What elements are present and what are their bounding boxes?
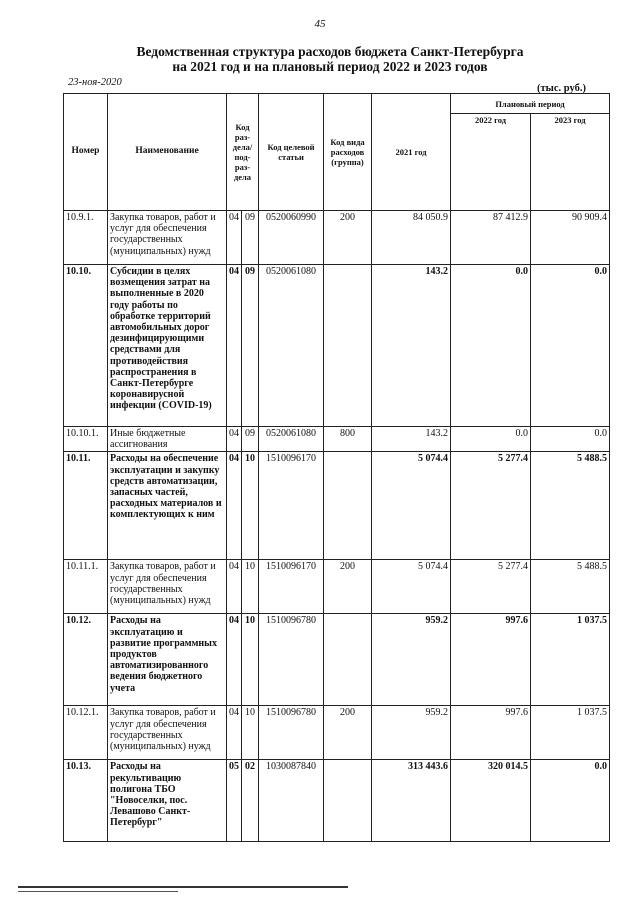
row-number: 10.11.1. — [64, 560, 108, 614]
budget-table — [63, 93, 610, 842]
row-value-2023: 0.0 — [531, 265, 610, 427]
row-number: 10.13. — [64, 760, 108, 842]
row-section: 04 — [227, 706, 242, 760]
row-expense-type: 800 — [324, 427, 372, 452]
row-expense-type: 200 — [324, 211, 372, 265]
row-value-2022: 320 014.5 — [451, 760, 531, 842]
row-name: Расходы на обеспечение эксплуатации и закупку средств автоматизации, запасных частей, расходных материалов и комплектующих к ним — [108, 452, 227, 560]
row-section: 04 — [227, 211, 242, 265]
row-expense-type — [324, 760, 372, 842]
row-subsection: 02 — [242, 760, 259, 842]
table-row — [64, 427, 610, 452]
row-name: Закупка товаров, работ и услуг для обеспечения государственных (муниципальных) нужд — [108, 560, 227, 614]
title-line-2: на 2021 год и на плановый период 2022 и 2023 годов — [172, 59, 488, 74]
row-value-2021: 313 443.6 — [372, 760, 451, 842]
row-value-2022: 997.6 — [451, 706, 531, 760]
table-row — [64, 265, 610, 427]
row-number: 10.12. — [64, 614, 108, 706]
row-section: 04 — [227, 427, 242, 452]
row-value-2021: 5 074.4 — [372, 452, 451, 560]
row-value-2023: 5 488.5 — [531, 452, 610, 560]
row-section: 05 — [227, 760, 242, 842]
document-date: 23-ноя-2020 — [68, 77, 122, 88]
footer-line — [18, 886, 348, 888]
row-name: Закупка товаров, работ и услуг для обеспечения государственных (муниципальных) нужд — [108, 706, 227, 760]
row-value-2023: 0.0 — [531, 427, 610, 452]
row-value-2022: 0.0 — [451, 427, 531, 452]
row-section: 04 — [227, 560, 242, 614]
header-number: Номер — [64, 94, 108, 211]
row-value-2022: 87 412.9 — [451, 211, 531, 265]
row-name: Закупка товаров, работ и услуг для обеспечения государственных (муниципальных) нужд — [108, 211, 227, 265]
row-section: 04 — [227, 614, 242, 706]
header-2021: 2021 год — [372, 94, 451, 211]
row-value-2021: 84 050.9 — [372, 211, 451, 265]
row-number: 10.10.1. — [64, 427, 108, 452]
header-2022: 2022 год — [451, 114, 531, 211]
row-section: 04 — [227, 452, 242, 560]
row-value-2021: 959.2 — [372, 614, 451, 706]
table-row — [64, 760, 610, 842]
row-subsection: 09 — [242, 211, 259, 265]
row-subsection: 09 — [242, 265, 259, 427]
row-target-code: 0520061080 — [259, 427, 324, 452]
row-name: Иные бюджетные ассигнования — [108, 427, 227, 452]
row-value-2023: 1 037.5 — [531, 614, 610, 706]
row-expense-type — [324, 452, 372, 560]
row-number: 10.11. — [64, 452, 108, 560]
table-row — [64, 614, 610, 706]
table-row — [64, 560, 610, 614]
row-name: Расходы на эксплуатацию и развитие программных продуктов автоматизированного ведения бюджетного учета — [108, 614, 227, 706]
row-expense-type — [324, 265, 372, 427]
row-section: 04 — [227, 265, 242, 427]
row-name: Субсидии в целях возмещения затрат на выполненные в 2020 году работы по обработке территорий автомобильных дорог дезинфицирующими средствами для противодействия распространения в Санкт-Петербурге коронавирусной инфекции (COVID-19) — [108, 265, 227, 427]
row-target-code: 0520060990 — [259, 211, 324, 265]
table-row — [64, 211, 610, 265]
row-value-2021: 143.2 — [372, 265, 451, 427]
title-line-1: Ведомственная структура расходов бюджета Санкт-Петербурга — [136, 44, 524, 59]
row-value-2023: 1 037.5 — [531, 706, 610, 760]
row-value-2023: 0.0 — [531, 760, 610, 842]
row-subsection: 10 — [242, 614, 259, 706]
row-value-2021: 143.2 — [372, 427, 451, 452]
row-expense-type — [324, 614, 372, 706]
row-subsection: 10 — [242, 706, 259, 760]
table-row — [64, 706, 610, 760]
header-expense-type: Код вида расходов (группа) — [324, 94, 372, 211]
row-value-2023: 5 488.5 — [531, 560, 610, 614]
row-value-2022: 5 277.4 — [451, 452, 531, 560]
row-name: Расходы на рекультивацию полигона ТБО "Новоселки, пос. Левашово Санкт-Петербург" — [108, 760, 227, 842]
row-target-code: 0520061080 — [259, 265, 324, 427]
header-section: Код раз- дела/ под- раз- дела — [227, 94, 259, 211]
row-value-2021: 5 074.4 — [372, 560, 451, 614]
footer-line-2 — [18, 891, 178, 892]
row-expense-type: 200 — [324, 560, 372, 614]
row-target-code: 1510096780 — [259, 706, 324, 760]
row-value-2021: 959.2 — [372, 706, 451, 760]
row-subsection: 10 — [242, 560, 259, 614]
header-target: Код целевой статьи — [259, 94, 324, 211]
row-subsection: 09 — [242, 427, 259, 452]
row-number: 10.12.1. — [64, 706, 108, 760]
row-target-code: 1510096780 — [259, 614, 324, 706]
row-value-2023: 90 909.4 — [531, 211, 610, 265]
row-expense-type: 200 — [324, 706, 372, 760]
page-number: 45 — [314, 18, 326, 30]
row-value-2022: 997.6 — [451, 614, 531, 706]
row-target-code: 1030087840 — [259, 760, 324, 842]
row-value-2022: 0.0 — [451, 265, 531, 427]
row-target-code: 1510096170 — [259, 452, 324, 560]
header-name: Наименование — [108, 94, 227, 211]
row-subsection: 10 — [242, 452, 259, 560]
row-number: 10.9.1. — [64, 211, 108, 265]
row-value-2022: 5 277.4 — [451, 560, 531, 614]
row-target-code: 1510096170 — [259, 560, 324, 614]
row-number: 10.10. — [64, 265, 108, 427]
table-row — [64, 452, 610, 560]
document-title — [60, 44, 600, 74]
header-planned-period: Плановый период — [451, 94, 610, 114]
header-2023: 2023 год — [531, 114, 610, 211]
units-label: (тыс. руб.) — [537, 83, 586, 94]
